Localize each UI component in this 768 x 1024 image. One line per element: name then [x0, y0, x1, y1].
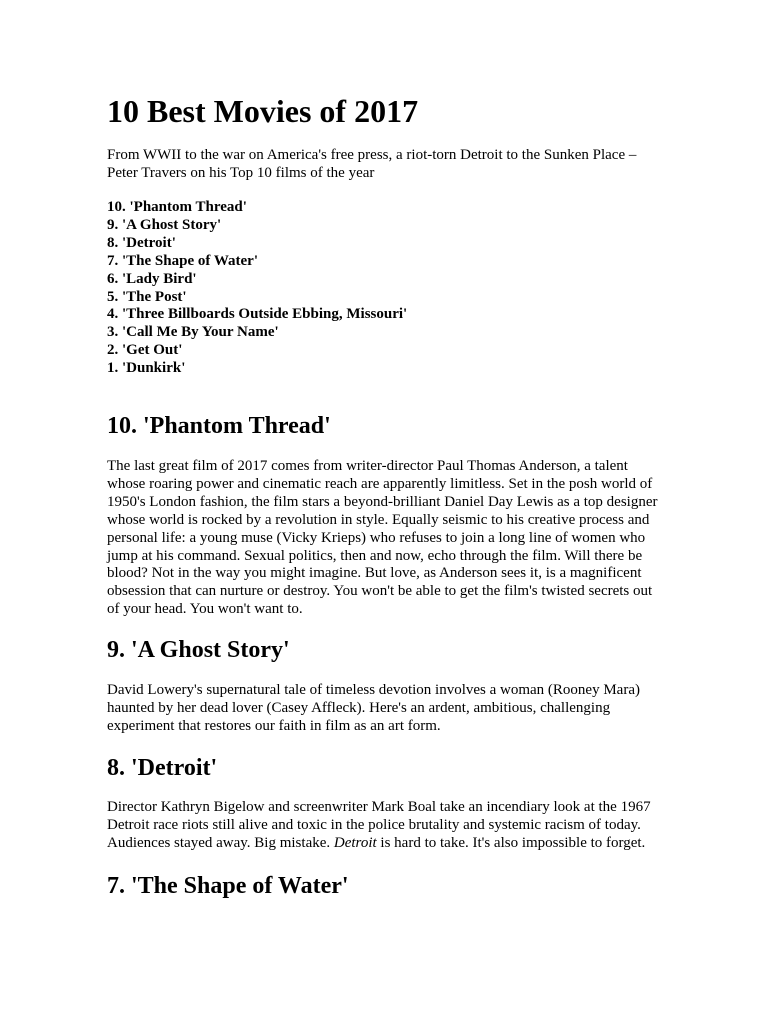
list-item: 10. 'Phantom Thread' [107, 199, 247, 215]
section-heading-a-ghost-story: 9. 'A Ghost Story' [107, 637, 290, 663]
section-heading-the-shape-of-water: 7. 'The Shape of Water' [107, 873, 349, 899]
section-heading-detroit: 8. 'Detroit' [107, 755, 218, 781]
body-text: is hard to take. It's also impossible to forget. [376, 834, 646, 851]
article-intro: From WWII to the war on America's free press, a riot-torn Detroit to the Sunken Place – Peter Travers on his Top 10 films of the year [107, 147, 637, 181]
list-item: 9. 'A Ghost Story' [107, 216, 222, 233]
film-title-emphasis: Detroit [333, 834, 377, 851]
section-body-a-ghost-story: David Lowery's supernatural tale of timeless devotion involves a woman (Rooney Mara) haunted by her dead lover (Casey Affleck). Here's an ardent, ambitious, challenging experiment that restores our faith in film as an art form. [107, 682, 640, 734]
section-body-detroit [107, 799, 667, 853]
body-text: Director Kathryn Bigelow and screenwriter Mark Boal take an incendiary look at the 1967 Detroit race riots still alive and toxic in the police brutality and systemic racism of today. Audiences stayed away. Big mistake. [107, 799, 651, 851]
list-item: 2. 'Get Out' [107, 342, 183, 359]
list-item: 5. 'The Post' [107, 288, 187, 305]
section-body-phantom-thread: The last great film of 2017 comes from writer-director Paul Thomas Anderson, a talent whose roaring power and cinematic reach are apparently limitless. Set in the posh world of 1950's London fashion, the film stars a beyond-brilliant Daniel Day Lewis as a top designer whose world is rocked by a revolution in style. Equally seismic to his creative process and personal life: a young muse (Vicky Krieps) who refuses to join a long line of women who jump at his command. Sexual politics, then and now, echo through the film. Will there be blood? Not in the way you might imagine. But love, as Anderson sees it, is a magnificent obsession that can nurture or destroy. You won't be able to get the film's twisted secrets out of your head. You won't want to. [107, 458, 658, 618]
list-item: 6. 'Lady Bird' [107, 270, 197, 287]
list-item: 8. 'Detroit' [107, 234, 176, 251]
list-item: 3. 'Call Me By Your Name' [107, 324, 279, 341]
section-heading-phantom-thread: 10. 'Phantom Thread' [107, 413, 331, 439]
list-item: 4. 'Three Billboards Outside Ebbing, Missouri' [107, 306, 408, 323]
article-title: 10 Best Movies of 2017 [107, 93, 419, 129]
list-item: 7. 'The Shape of Water' [107, 252, 258, 269]
list-item: 1. 'Dunkirk' [107, 360, 186, 377]
top-ten-list [107, 199, 407, 378]
